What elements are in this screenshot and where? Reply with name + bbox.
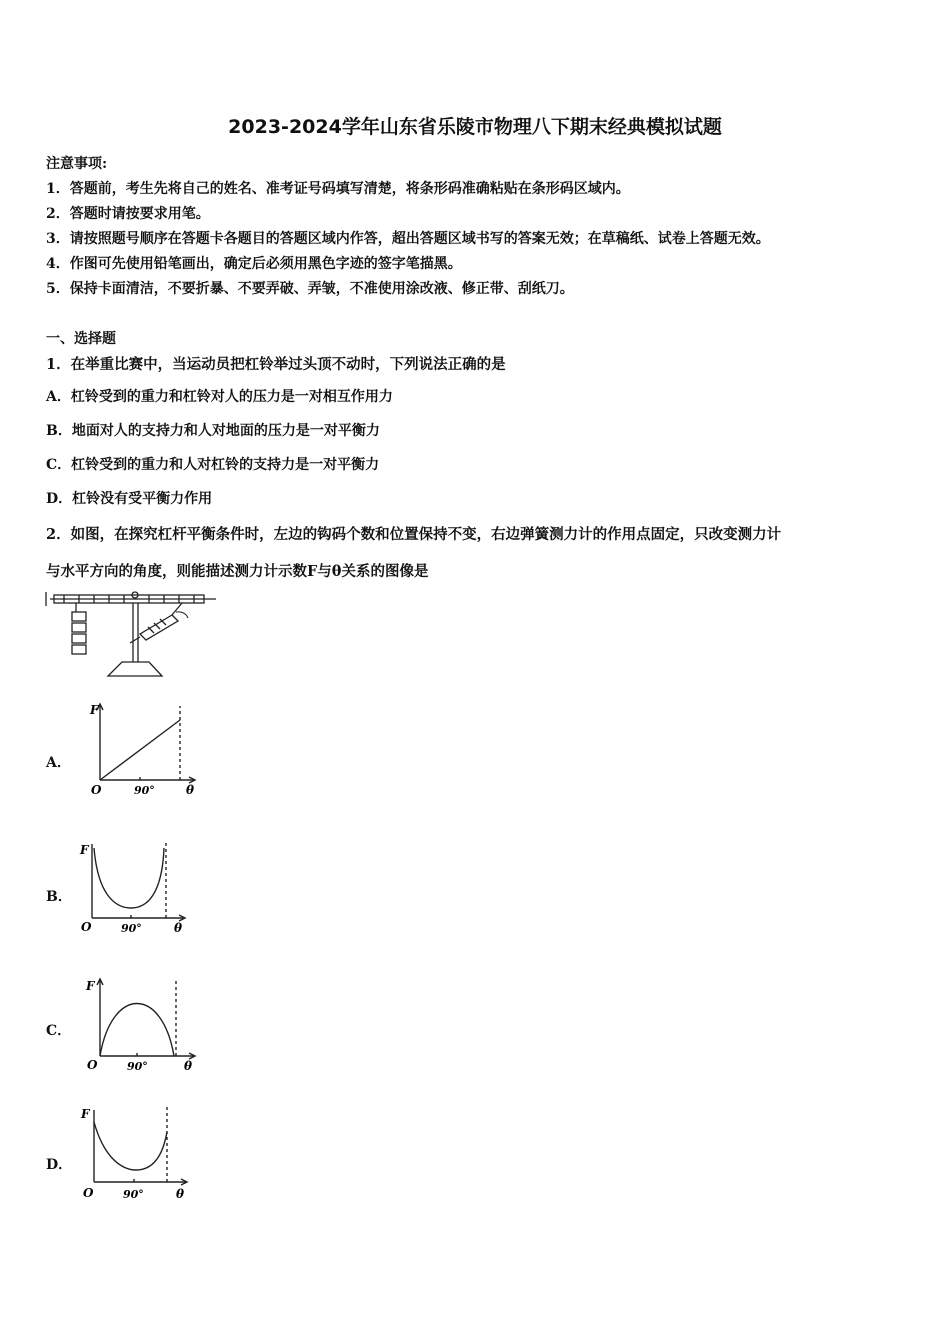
section-title: 一、选择题 xyxy=(46,331,116,347)
x-axis-label: θ xyxy=(174,921,183,935)
notice-item: 3．请按照题号顺序在答题卡各题目的答题区域内作答，超出答题区域书写的答案无效；在草稿纸、试卷上答题无效。 xyxy=(46,231,770,247)
x-axis-label: θ xyxy=(186,783,195,797)
lever-apparatus-figure xyxy=(44,590,224,682)
notice-item: 5．保持卡面清洁，不要折暴、不要弄破、弄皱，不准使用涂改液、修正带、刮纸刀。 xyxy=(46,281,574,297)
origin-label: O xyxy=(81,920,92,934)
tick-label: 90° xyxy=(123,1188,144,1201)
y-axis-label: F xyxy=(90,703,99,717)
question-2-stem-line-2: 与水平方向的角度，则能描述测力计示数F与θ关系的图像是 xyxy=(46,563,429,580)
question-2-stem-line-1: 2．如图，在探究杠杆平衡条件时，左边的钩码个数和位置保持不变，右边弹簧测力计的作用点固定，只改变测力计 xyxy=(46,526,782,543)
curve-linear xyxy=(100,720,180,780)
notice-heading: 注意事项: xyxy=(46,156,108,172)
graph-b[interactable] xyxy=(76,840,188,940)
question-1-stem: 1．在举重比赛中，当运动员把杠铃举过头顶不动时，下列说法正确的是 xyxy=(46,356,506,373)
question-1-option-d: D．杠铃没有受平衡力作用 xyxy=(46,491,213,507)
question-2-option-d[interactable]: D． xyxy=(46,1157,73,1173)
curve-u xyxy=(94,848,164,908)
curve-u-shallow xyxy=(94,1122,167,1170)
page-title: 2023-2024学年山东省乐陵市物理八下期末经典模拟试题 xyxy=(228,116,722,138)
y-axis-label: F xyxy=(80,843,89,857)
y-axis-label: F xyxy=(81,1107,90,1121)
question-1-option-a: A．杠铃受到的重力和杠铃对人的压力是一对相互作用力 xyxy=(46,389,393,405)
question-1-option-b: B．地面对人的支持力和人对地面的压力是一对平衡力 xyxy=(46,423,380,439)
question-2-option-c[interactable]: C． xyxy=(46,1023,72,1039)
tick-label: 90° xyxy=(134,784,155,797)
question-1-option-c: C．杠铃受到的重力和人对杠铃的支持力是一对平衡力 xyxy=(46,457,380,473)
origin-label: O xyxy=(91,783,102,797)
x-axis-label: θ xyxy=(176,1187,185,1201)
tick-label: 90° xyxy=(121,922,142,935)
graph-d[interactable] xyxy=(78,1106,194,1206)
notice-item: 1．答题前，考生先将自己的姓名、准考证号码填写清楚，将条形码准确粘贴在条形码区域内。 xyxy=(46,181,630,197)
graph-a[interactable] xyxy=(88,700,200,800)
curve-arch xyxy=(100,1004,174,1057)
graph-c[interactable] xyxy=(84,976,200,1076)
y-axis-label: F xyxy=(86,979,95,993)
question-2-option-a[interactable]: A． xyxy=(46,755,71,771)
origin-label: O xyxy=(83,1186,94,1200)
tick-label: 90° xyxy=(127,1060,148,1073)
question-2-option-b[interactable]: B． xyxy=(46,889,72,905)
x-axis-label: θ xyxy=(184,1059,193,1073)
notice-item: 2．答题时请按要求用笔。 xyxy=(46,206,210,222)
origin-label: O xyxy=(87,1058,98,1072)
notice-item: 4．作图可先使用铅笔画出，确定后必须用黑色字迹的签字笔描黑。 xyxy=(46,256,462,272)
